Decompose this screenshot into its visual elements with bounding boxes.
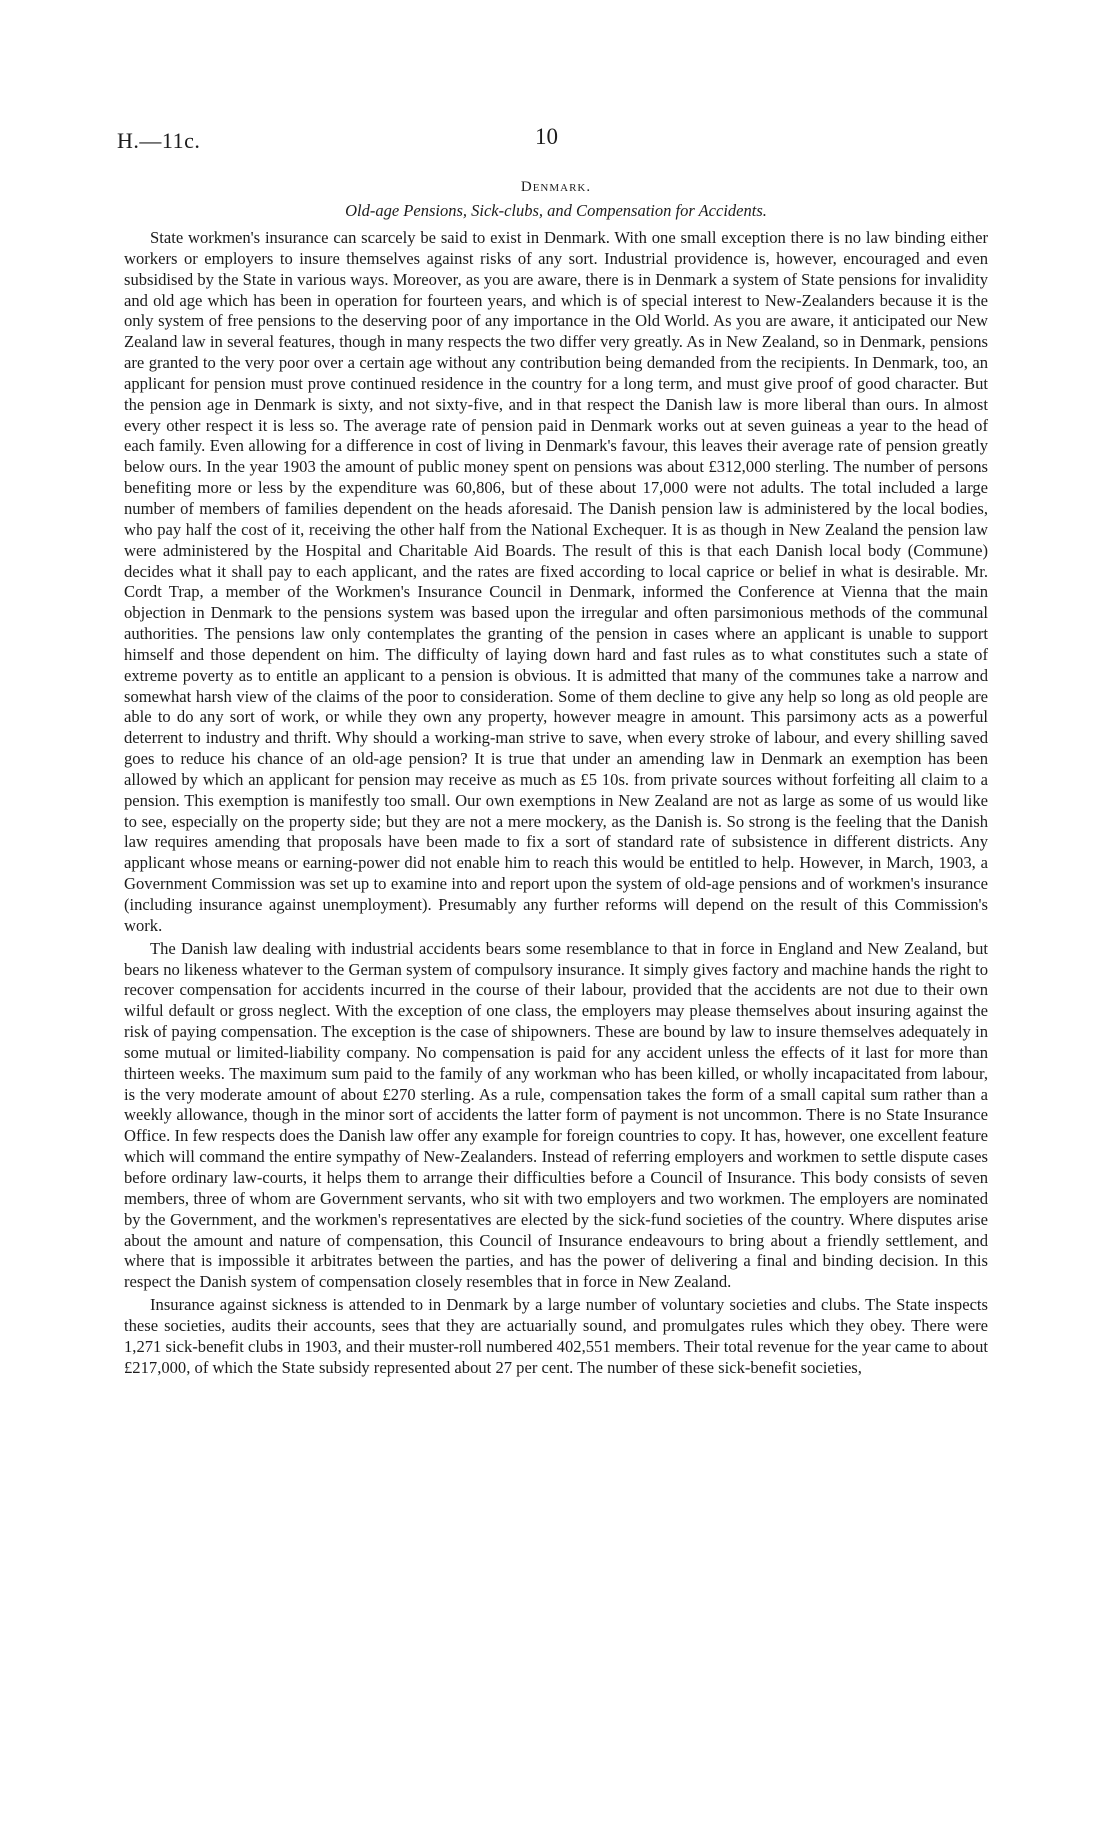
paragraph-accidents: The Danish law dealing with industrial accidents bears some resemblance to that in force in England and New Zealand, but bears no likeness whatever to the German system of compulsory insurance. It simply gives factory and machine hands the right to recover compensation for accidents incurred in the course of their labour, provided that the accidents are not due to their own wilful default or gross neglect. With the exception of one class, the employers may please themselves about insuring against the risk of paying compensation. The exception is the case of shipowners. These are bound by law to insure themselves adequately in some mutual or limited-liability company. No compensation is paid for any accident unless the effects of it last for more than thirteen weeks. The maximum sum paid to the family of any workman who has been killed, or wholly incapacitated from labour, is the very moderate amount of about £270 sterling. As a rule, compensation takes the form of a small capital sum rather than a weekly allowance, though in the minor sort of accidents the latter form of payment is not uncommon. There is no State Insurance Office. In few respects does the Danish law offer any example for foreign countries to copy. It has, however, one excellent feature which will command the entire sympathy of New-Zealanders. Instead of referring employers and workmen to settle dispute cases before ordinary law-courts, it helps them to arrange their difficulties before a Council of Insurance. This body consists of seven members, three of whom are Government servants, who sit with two employers and two workmen. The employers are nominated by the Government, and the workmen's representatives are elected by the sick-fund societies of the country. Where disputes arise about the amount and nature of compensation, this Council of Insurance endeavours to bring about a friendly settlement, and where that is impossible it arbitrates between the parties, and has the power of delivering a final and binding decision. In this respect the Danish system of compensation closely resembles that in force in New Zealand. — [124, 938, 988, 1292]
paragraph-sickness: Insurance against sickness is attended to in Denmark by a large number of voluntary societies and clubs. The State inspects these societies, audits their accounts, sees that they are actuarially sound, and promulgates rules which they obey. There were 1,271 sick-benefit clubs in 1903, and their muster-roll numbered 402,551 members. Their total revenue for the year came to about £217,000, of which the State subsidy represented about 27 per cent. The number of these sick-benefit societies, — [124, 1295, 988, 1377]
section-subheading: Old-age Pensions, Sick-clubs, and Compensation for Accidents. — [345, 201, 767, 220]
page-number: 10 — [535, 124, 558, 149]
page-body — [124, 178, 988, 1378]
section-heading: Denmark. — [520, 179, 592, 195]
page-reference: H.—11c. — [117, 128, 201, 153]
paragraph-pensions: State workmen's insurance can scarcely be said to exist in Denmark. With one small exception there is no law binding either workers or employers to insure themselves against risks of any sort. Industrial providence is, however, encouraged and even subsidised by the State in various ways. Moreover, as you are aware, there is in Denmark a system of State pensions for invalidity and old age which has been in operation for fourteen years, and which is of special interest to New-Zealanders because it is the only system of free pensions to the deserving poor of any importance in the Old World. As you are aware, it anticipated our New Zealand law in several features, though in many respects the two differ very greatly. As in New Zealand, so in Denmark, pensions are granted to the very poor over a certain age without any contribution being demanded from the recipients. In Denmark, too, an applicant for pension must prove continued residence in the country for a long term, and must give proof of good character. But the pension age in Denmark is sixty, and not sixty-five, and in that respect the Danish law is more liberal than ours. In almost every other respect it is less so. The average rate of pension paid in Denmark works out at seven guineas a year to the head of each family. Even allowing for a difference in cost of living in Denmark's favour, this leaves their average rate of pension greatly below ours. In the year 1903 the amount of public money spent on pensions was about £312,000 sterling. The number of persons benefiting more or less by the expenditure was 60,806, but of these about 17,000 were not adults. The total included a large number of members of families dependent on the heads aforesaid. The Danish pension law is administered by the local bodies, who pay half the cost of it, receiving the other half from the National Exchequer. It is as though in New Zealand the pension law were administered by the Hospital and Charitable Aid Boards. The result of this is that each Danish local body (Commune) decides what it shall pay to each applicant, and the rates are fixed according to local caprice or belief in what is desirable. Mr. Cordt Trap, a member of the Workmen's Insurance Council in Denmark, informed the Conference at Vienna that the main objection in Denmark to the pensions system was based upon the irregular and often parsimonious methods of the communal authorities. The pensions law only contemplates the granting of the pension in cases where an applicant is unable to support himself and those dependent on him. The difficulty of laying down hard and fast rules as to what constitutes such a state of extreme poverty as to entitle an applicant to a pension is obvious. It is admitted that many of the communes take a narrow and somewhat harsh view of the claims of the poor to consideration. Some of them decline to give any help so long as old people are able to do any sort of work, or while they own any property, however meagre in amount. This parsimony acts as a powerful deterrent to industry and thrift. Why should a working-man strive to save, when every stroke of labour, and every shilling saved goes to reduce his chance of an old-age pension? It is true that under an amending law in Denmark an exemption has been allowed by which an applicant for pension may receive as much as £5 10s. from private sources without forfeiting all claim to a pension. This exemption is manifestly too small. Our own exemptions in New Zealand are not as large as some of us would like to see, especially on the property side; but they are not a mere mockery, as the Danish is. So strong is the feeling that the Danish law requires amending that proposals have been made to fix a sort of standard rate of subsistence in different districts. Any applicant whose means or earning-power did not enable him to reach this would be entitled to help. However, in March, 1903, a Government Commission was set up to examine into and report upon the system of old-age pensions and of workmen's insurance (including insurance against unemployment). Presumably any further reforms will depend on the result of this Commission's work. — [124, 228, 988, 935]
